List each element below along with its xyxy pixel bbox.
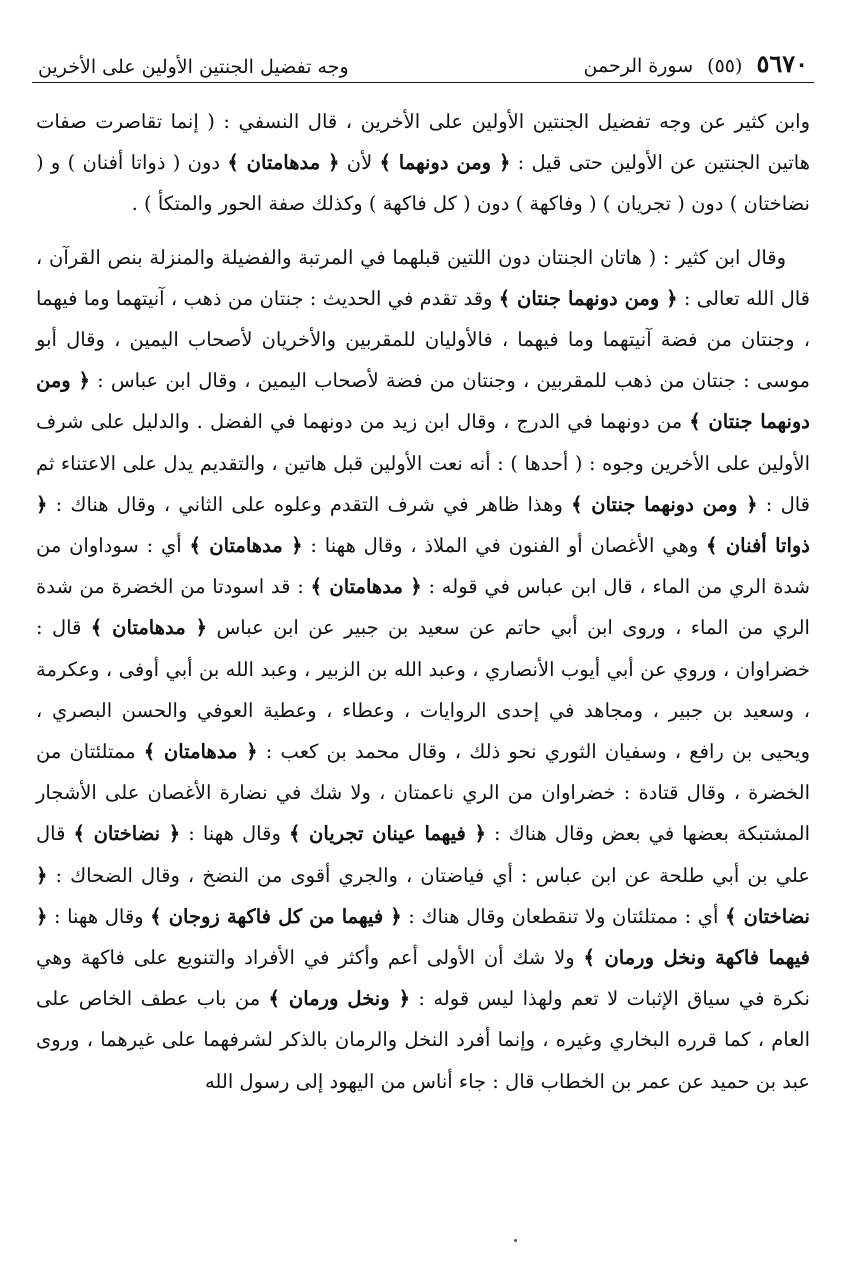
quran-quote: ﴿ مدهامتان ﴾ (143, 740, 258, 764)
quran-quote: ﴿ ومن دونهما جنتان ﴾ (36, 369, 810, 434)
quran-quote: ﴿ فيهما من كل فاكهة زوجان ﴾ (150, 904, 402, 928)
header-right (584, 49, 808, 78)
header-topic: وجه تفضيل الجنتين الأولين على الأخرين (38, 56, 349, 78)
text: لأن (339, 151, 380, 175)
quran-quote: ﴿ نضاختان ﴾ (73, 822, 181, 846)
page-number: ٥٦٧٠ (756, 49, 808, 78)
paragraph-1 (36, 101, 810, 225)
quran-quote: ﴿ نضاختان ﴾ (36, 863, 810, 928)
text: من باب عطف الخاص على العام ، كما قرره البخاري وغيره ، وإنما أفرد النخل والرمان بالذكر لشرفهما على غيرهما ، وروى عبد بن حميد عن عمر بن الخطاب قال : جاء أناس من اليهود إلى رسول الله (36, 987, 810, 1093)
quran-quote: ﴿ ونخل ورمان ﴾ (268, 987, 411, 1011)
text: ممتلئتان من الخضرة ، وقال قتادة : خضراوان من الري ناعمتان ، ولا شك في نضارة الأغصان على الأشجار المشتبكة بعضها في بعض وقال هناك : (36, 740, 810, 846)
document-page (32, 22, 814, 1252)
text: دون ( ذواتا أفنان ) و ( نضاختان ) دون ( تجريان ) ( وفاكهة ) دون ( كل فاكهة ) وكذلك صفة الحور والمتكأ ) . (36, 151, 810, 216)
text: وقال ههنا : (47, 904, 151, 928)
text: وهذا ظاهر في شرف التقدم وعلوه على الثاني ، وقال هناك : (47, 492, 572, 516)
quran-quote: ﴿ فيهما فاكهة ونخل ورمان ﴾ (36, 904, 810, 970)
page-content (32, 83, 814, 1102)
quran-quote: ﴿ ومن دونهما ﴾ (379, 151, 511, 175)
quran-quote: ﴿ ذواتا أفنان ﴾ (36, 492, 810, 558)
text: ولا شك أن الأولى أعم وأكثر في الأفراد والتنويع على فاكهة وهي نكرة في سياق الإثبات لا تعم ولهذا ليس قوله : (36, 946, 810, 1011)
paragraph-2 (36, 237, 810, 1102)
surah-name: سورة الرحمن (583, 55, 694, 77)
text: وهي الأغصان أو الفنون في الملاذ ، وقال ههنا : (302, 534, 706, 558)
page-header (32, 22, 814, 83)
text: وقال ابن كثير : ( هاتان الجنتان دون اللتين قبلهما في المرتبة والفضيلة والمنزلة بنص القرآن ، قال الله تعالى : (36, 245, 810, 310)
quran-quote: ﴿ ومن دونهما جنتان ﴾ (498, 286, 678, 310)
text: وقال ههنا : (180, 822, 289, 846)
quran-quote: ﴿ فيهما عينان تجريان ﴾ (288, 822, 486, 846)
bottom-dot (514, 1239, 517, 1242)
text: وابن كثير عن وجه تفضيل الجنتين الأولين على الأخرين ، قال النسفي : ( إنما تقاصرت صفات هاتين الجنتين عن الأولين حتى قيل : (36, 110, 811, 175)
quran-quote: ﴿ مدهامتان ﴾ (90, 616, 208, 640)
text: أي : سوداوان من شدة الري من الماء ، قال ابن عباس في قوله : (36, 534, 810, 599)
text: : قد اسودتا من الخضرة من شدة الري من الماء ، وروى ابن أبي حاتم عن سعيد بن جبير عن ابن عباس (36, 575, 810, 640)
surah-number: (٥٥) (707, 55, 743, 77)
quran-quote: ﴿ مدهامتان ﴾ (189, 534, 303, 558)
text: أي : ممتلئتان ولا تنقطعان وقال هناك : (401, 904, 725, 928)
quran-quote: ﴿ مدهامتان ﴾ (227, 151, 340, 175)
text: قال : خضراوان ، وروي عن أبي أيوب الأنصاري ، وعبد الله بن الزبير ، وعبد الله بن أبي أوفى ، وعكرمة ، وسعيد بن جبير ، ومجاهد في إحدى الروايات ، وعطاء ، وعطية العوفي والحسن البصري ، ويحيى بن رافع ، وسفيان الثوري نحو ذلك ، وقال محمد بن كعب : (36, 616, 810, 764)
text: من دونهما في الدرج ، وقال ابن زيد من دونهما في الفضل . والدليل على شرف الأولين على الأخرين وجوه : ( أحدها ) : أنه نعت الأولين قبل هاتين ، والتقديم يدل على الاعتناء ثم قال : (36, 410, 811, 516)
text: قال علي بن أبي طلحة عن ابن عباس : أي فياضتان ، والجري أقوى من النضخ ، وقال الضحاك : (36, 822, 810, 887)
quran-quote: ﴿ مدهامتان ﴾ (310, 575, 422, 599)
text: وقد تقدم في الحديث : جنتان من ذهب ، آنيتهما وما فيهما ، وجنتان من فضة آنيتهما وما فيهما ، فالأوليان للمقربين والأخريان لأصحاب اليمين ، وقال أبو موسى : جنتان من ذهب للمقربين ، وجنتان من فضة لأصحاب اليمين ، وقال ابن عباس : (36, 286, 810, 393)
quran-quote: ﴿ ومن دونهما جنتان ﴾ (571, 492, 758, 516)
